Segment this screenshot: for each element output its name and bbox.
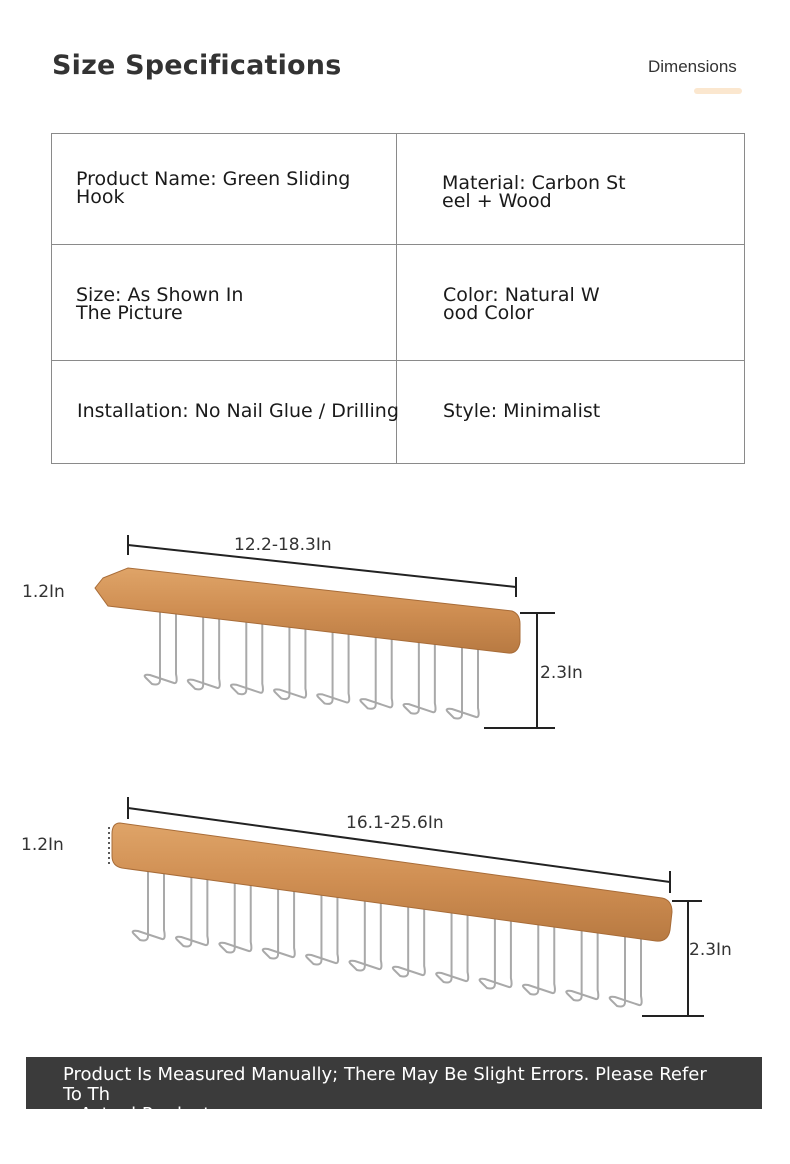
hook	[404, 637, 436, 714]
hook	[231, 618, 263, 695]
spec-installation: Installation: No Nail Glue / Drilling	[77, 400, 399, 422]
spec-size: Size: As Shown In The Picture	[76, 284, 244, 324]
small-height-label: 1.2In	[22, 582, 65, 602]
hook	[145, 608, 177, 685]
measurement-note	[26, 1057, 762, 1125]
spec-table	[51, 133, 745, 464]
large-wood-bar	[112, 823, 672, 941]
hook	[447, 642, 479, 719]
small-rack	[22, 535, 583, 728]
small-depth-label: 2.3In	[540, 663, 583, 683]
hook	[274, 623, 306, 700]
hook	[188, 613, 220, 690]
spec-material: Material: Carbon St eel + Wood	[442, 172, 626, 212]
hook	[360, 632, 392, 709]
product-dimension-diagram	[0, 490, 790, 1050]
spec-product-name: Product Name: Green Sliding Hook	[76, 168, 351, 208]
page-title: Size Specifications	[52, 50, 342, 81]
large-height-label: 1.2In	[21, 835, 64, 855]
large-depth-label: 2.3In	[689, 940, 732, 960]
large-length-label: 16.1-25.6In	[346, 813, 444, 833]
measurement-note-text: Product Is Measured Manually; There May Be Slight Errors. Please Refer To Th e Actual Product.	[63, 1064, 707, 1125]
large-rack	[21, 797, 732, 1016]
spec-color: Color: Natural W ood Color	[443, 284, 600, 324]
table-divider	[52, 360, 744, 361]
table-divider	[52, 244, 744, 245]
spec-style: Style: Minimalist	[443, 400, 601, 422]
dimensions-underline	[694, 88, 742, 94]
small-length-label: 12.2-18.3In	[234, 535, 332, 555]
dimensions-label: Dimensions	[648, 57, 737, 76]
hook	[317, 627, 349, 704]
